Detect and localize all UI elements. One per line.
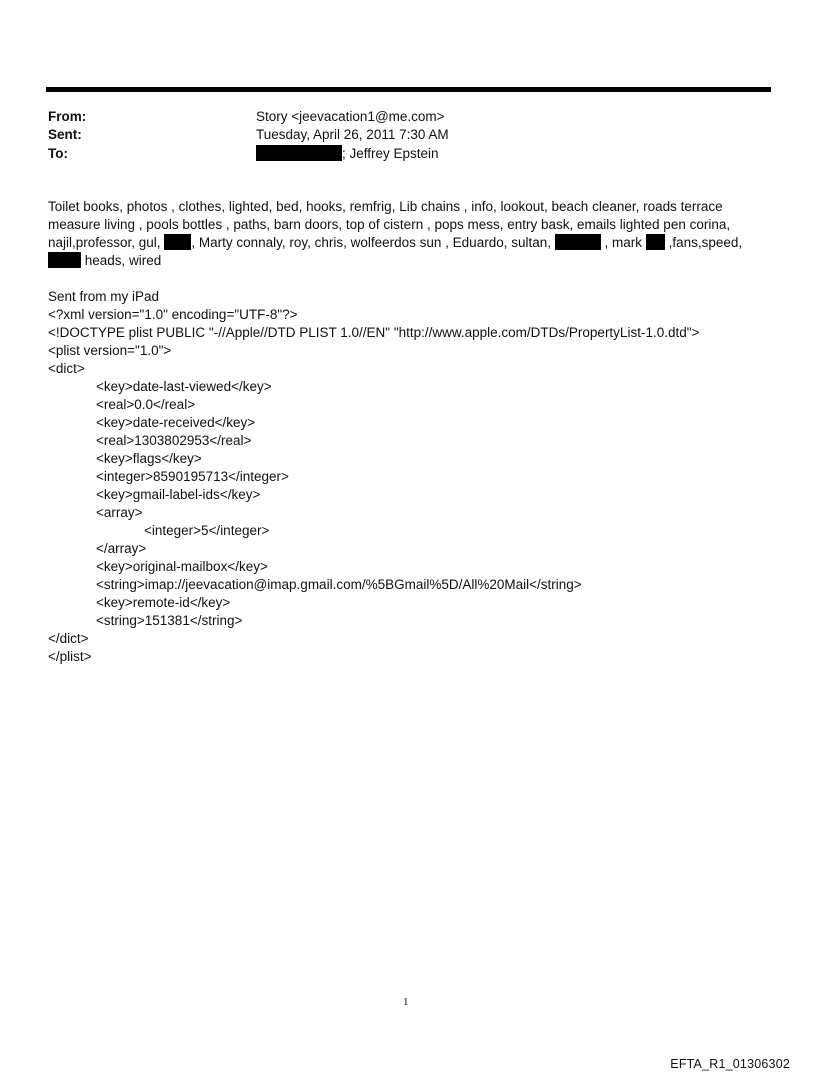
to-recipient: ; Jeffrey Epstein — [342, 146, 439, 161]
body-line-3 — [48, 234, 742, 252]
plist-line: <array> — [96, 505, 143, 520]
plist-line: <real>1303802953</real> — [96, 433, 252, 448]
body-line-3-part-d: ,fans,speed, — [668, 235, 743, 250]
plist-line: <dict> — [48, 361, 85, 376]
plist-line: <key>date-last-viewed</key> — [96, 379, 272, 394]
plist-line: <?xml version="1.0" encoding="UTF-8"?> — [48, 307, 298, 322]
plist-line: <key>remote-id</key> — [96, 595, 231, 610]
from-value: Story <jeevacation1@me.com> — [256, 109, 445, 124]
plist-line: <string>151381</string> — [96, 613, 243, 628]
header-rule — [46, 87, 771, 92]
body-line-1: Toilet books, photos , clothes, lighted, bed, hooks, remfrig, Lib chains , info, lookout, beach cleaner, roads terrace — [48, 199, 723, 214]
body-line-2: measure living , pools bottles , paths, barn doors, top of cistern , pops mess, entry bask, emails lighted pen corina, — [48, 217, 731, 232]
to-label: To: — [48, 146, 68, 161]
sent-label: Sent: — [48, 127, 82, 142]
body-line-3-part-a: najil,professor, gul, — [48, 235, 161, 250]
redaction-box — [48, 252, 81, 268]
signature: Sent from my iPad — [48, 289, 160, 304]
body-line-3-part-c: , mark — [604, 235, 643, 250]
plist-line: <integer>5</integer> — [144, 523, 270, 538]
body-line-4 — [48, 252, 161, 270]
plist-line: <plist version="1.0"> — [48, 343, 172, 358]
plist-line: </dict> — [48, 631, 89, 646]
plist-line: <integer>8590195713</integer> — [96, 469, 289, 484]
to-value — [256, 145, 439, 162]
plist-line: </plist> — [48, 649, 92, 664]
plist-line: <key>date-received</key> — [96, 415, 256, 430]
redaction-box — [555, 234, 601, 250]
plist-line: <key>original-mailbox</key> — [96, 559, 268, 574]
redaction-box — [646, 234, 665, 250]
sent-value: Tuesday, April 26, 2011 7:30 AM — [256, 127, 449, 142]
plist-line: <string>imap://jeevacation@imap.gmail.com/%5BGmail%5D/All%20Mail</string> — [96, 577, 582, 592]
body-line-4-text: heads, wired — [84, 253, 162, 268]
plist-line: </array> — [96, 541, 147, 556]
plist-line: <!DOCTYPE plist PUBLIC "-//Apple//DTD PLIST 1.0//EN" "http://www.apple.com/DTDs/PropertyList-1.0.dtd"> — [48, 325, 700, 340]
plist-line: <key>gmail-label-ids</key> — [96, 487, 261, 502]
document-id: EFTA_R1_01306302 — [670, 1057, 790, 1071]
plist-line: <key>flags</key> — [96, 451, 202, 466]
from-label: From: — [48, 109, 87, 124]
body-line-3-part-b: , Marty connaly, roy, chris, wolfeerdos sun , Eduardo, sultan, — [191, 235, 551, 250]
page-number: 1 — [403, 996, 409, 1008]
redaction-box — [256, 145, 342, 161]
plist-line: <real>0.0</real> — [96, 397, 196, 412]
redaction-box — [164, 234, 191, 250]
